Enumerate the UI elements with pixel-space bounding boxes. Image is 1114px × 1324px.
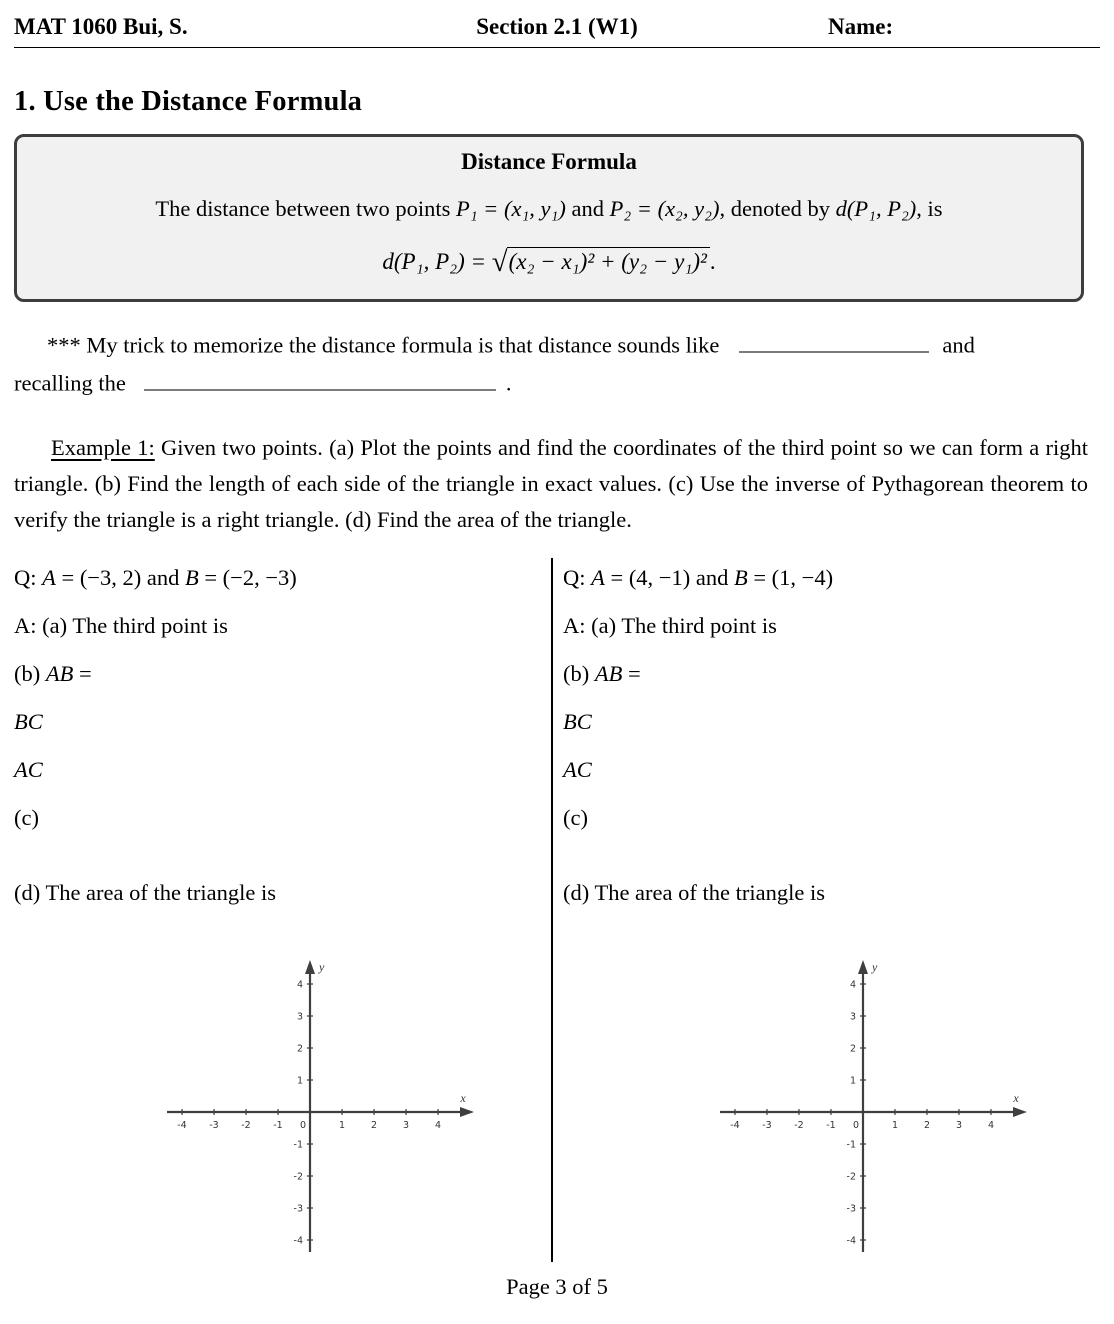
answer-a: A: (a) The third point is xyxy=(563,613,777,638)
svg-text:2: 2 xyxy=(923,1120,931,1131)
svg-text:1: 1 xyxy=(338,1120,346,1131)
coordinate-grid-right xyxy=(718,960,1050,1260)
side-bc: BC xyxy=(563,709,592,734)
point-p2: P₂ = (x₂, y₂) xyxy=(609,196,720,221)
answer-c: (c) xyxy=(14,805,39,830)
svg-text:3: 3 xyxy=(402,1120,410,1131)
radicand: (x₂ − x₁)² + (y₂ − y₁)² xyxy=(507,247,710,274)
q-text: = (−3, 2) and xyxy=(55,565,185,590)
q-text: = (1, −4) xyxy=(747,565,834,590)
section-label: Section 2.1 (W1) xyxy=(476,14,638,39)
svg-text:x: x xyxy=(460,1091,466,1105)
svg-text:3: 3 xyxy=(955,1120,963,1131)
trick-text-and: and xyxy=(942,332,975,358)
point-b: B xyxy=(184,565,199,590)
intro-text: and xyxy=(565,196,610,221)
svg-text:4: 4 xyxy=(987,1120,995,1131)
svg-text:1: 1 xyxy=(296,1075,303,1087)
answer-d: (d) The area of the triangle is xyxy=(563,880,825,905)
header-rule xyxy=(14,47,1100,48)
radical-sign: √ xyxy=(491,246,508,278)
answer-d: (d) The area of the triangle is xyxy=(14,880,276,905)
svg-text:-2: -2 xyxy=(794,1120,804,1131)
b-prefix: (b) xyxy=(563,661,595,686)
side-bc: BC xyxy=(14,709,43,734)
segment-ab: AB xyxy=(45,661,74,686)
svg-text:-3: -3 xyxy=(293,1203,303,1215)
svg-text:-1: -1 xyxy=(846,1139,856,1151)
svg-text:-2: -2 xyxy=(846,1171,856,1183)
problem-column-left xyxy=(14,555,534,906)
formula-intro xyxy=(17,196,1081,222)
distance-notation: d(P₁, P₂) xyxy=(835,196,917,221)
q-text: = (4, −1) and xyxy=(604,565,734,590)
point-b: B xyxy=(733,565,748,590)
intro-text: , is xyxy=(916,196,943,221)
svg-text:3: 3 xyxy=(296,1011,303,1023)
svg-text:-2: -2 xyxy=(241,1120,251,1131)
svg-text:4: 4 xyxy=(296,979,303,991)
trick-text-1: *** My trick to memorize the distance formula is that distance sounds like xyxy=(47,332,720,358)
point-a: A xyxy=(42,565,56,590)
trick-text-2: recalling the xyxy=(14,370,126,396)
example-text: Given two points. (a) Plot the points and find the coordinates of the third point so we can form a right triangle. (b) Find the length of each side of the triangle in exact values. (c) Use the inverse of Pythagorean theorem to verify the triangle is a right triangle. (d) Find the area of the triangle. xyxy=(14,435,1088,532)
formula-lhs: d(P₁, P₂) = xyxy=(382,249,492,274)
trick-period: . xyxy=(505,370,512,396)
svg-text:0: 0 xyxy=(852,1120,860,1131)
formula-period: . xyxy=(709,249,716,274)
column-divider xyxy=(551,558,553,1262)
q-text: = (−2, −3) xyxy=(198,565,297,590)
q-prefix: Q: xyxy=(14,565,43,590)
svg-text:-4: -4 xyxy=(177,1120,187,1131)
problem-column-right xyxy=(563,555,1083,906)
svg-text:0: 0 xyxy=(299,1120,307,1131)
trick-line-2 xyxy=(14,365,1090,397)
point-p1: P₁ = (x₁, y₁) xyxy=(455,196,566,221)
svg-text:y: y xyxy=(319,960,325,974)
segment-ab: AB xyxy=(594,661,623,686)
svg-text:-4: -4 xyxy=(293,1235,303,1247)
answer-a: A: (a) The third point is xyxy=(14,613,228,638)
fill-blank-1 xyxy=(739,327,929,353)
formula-box-title: Distance Formula xyxy=(461,149,637,174)
intro-text: The distance between two points xyxy=(155,196,456,221)
svg-text:1: 1 xyxy=(891,1120,899,1131)
distance-formula xyxy=(17,246,1081,279)
answer-b xyxy=(14,661,534,687)
svg-text:4: 4 xyxy=(434,1120,442,1131)
svg-text:2: 2 xyxy=(370,1120,378,1131)
svg-text:-1: -1 xyxy=(293,1139,303,1151)
page-footer: Page 3 of 5 xyxy=(506,1274,608,1299)
svg-text:-3: -3 xyxy=(846,1203,856,1215)
formula-box xyxy=(14,134,1084,302)
svg-text:-3: -3 xyxy=(762,1120,772,1131)
example-label: Example 1: xyxy=(51,435,155,460)
svg-text:-1: -1 xyxy=(826,1120,836,1131)
svg-text:y: y xyxy=(872,960,878,974)
svg-text:-3: -3 xyxy=(209,1120,219,1131)
trick-line-1 xyxy=(14,327,1090,359)
problem-question xyxy=(563,565,1083,591)
name-label: Name: xyxy=(828,14,894,39)
svg-text:-4: -4 xyxy=(846,1235,856,1247)
fill-blank-2 xyxy=(144,365,496,391)
answer-c: (c) xyxy=(563,805,588,830)
equals-sign: = xyxy=(73,661,92,686)
svg-text:2: 2 xyxy=(296,1043,303,1055)
page-header xyxy=(0,0,1114,49)
svg-text:-2: -2 xyxy=(293,1171,303,1183)
intro-text: , denoted by xyxy=(719,196,836,221)
problem-question xyxy=(14,565,534,591)
svg-text:-1: -1 xyxy=(273,1120,283,1131)
equals-sign: = xyxy=(622,661,641,686)
svg-text:-4: -4 xyxy=(730,1120,740,1131)
side-ac: AC xyxy=(563,757,592,782)
svg-text:x: x xyxy=(1013,1091,1019,1105)
example-paragraph xyxy=(14,430,1088,538)
section-title: 1. Use the Distance Formula xyxy=(14,86,363,117)
svg-text:3: 3 xyxy=(849,1011,856,1023)
svg-text:1: 1 xyxy=(849,1075,856,1087)
svg-text:2: 2 xyxy=(849,1043,856,1055)
coordinate-grid-left xyxy=(165,960,497,1260)
svg-text:4: 4 xyxy=(849,979,856,991)
q-prefix: Q: xyxy=(563,565,592,590)
point-a: A xyxy=(591,565,605,590)
side-ac: AC xyxy=(14,757,43,782)
answer-b xyxy=(563,661,1083,687)
b-prefix: (b) xyxy=(14,661,46,686)
course-label: MAT 1060 Bui, S. xyxy=(14,14,188,39)
